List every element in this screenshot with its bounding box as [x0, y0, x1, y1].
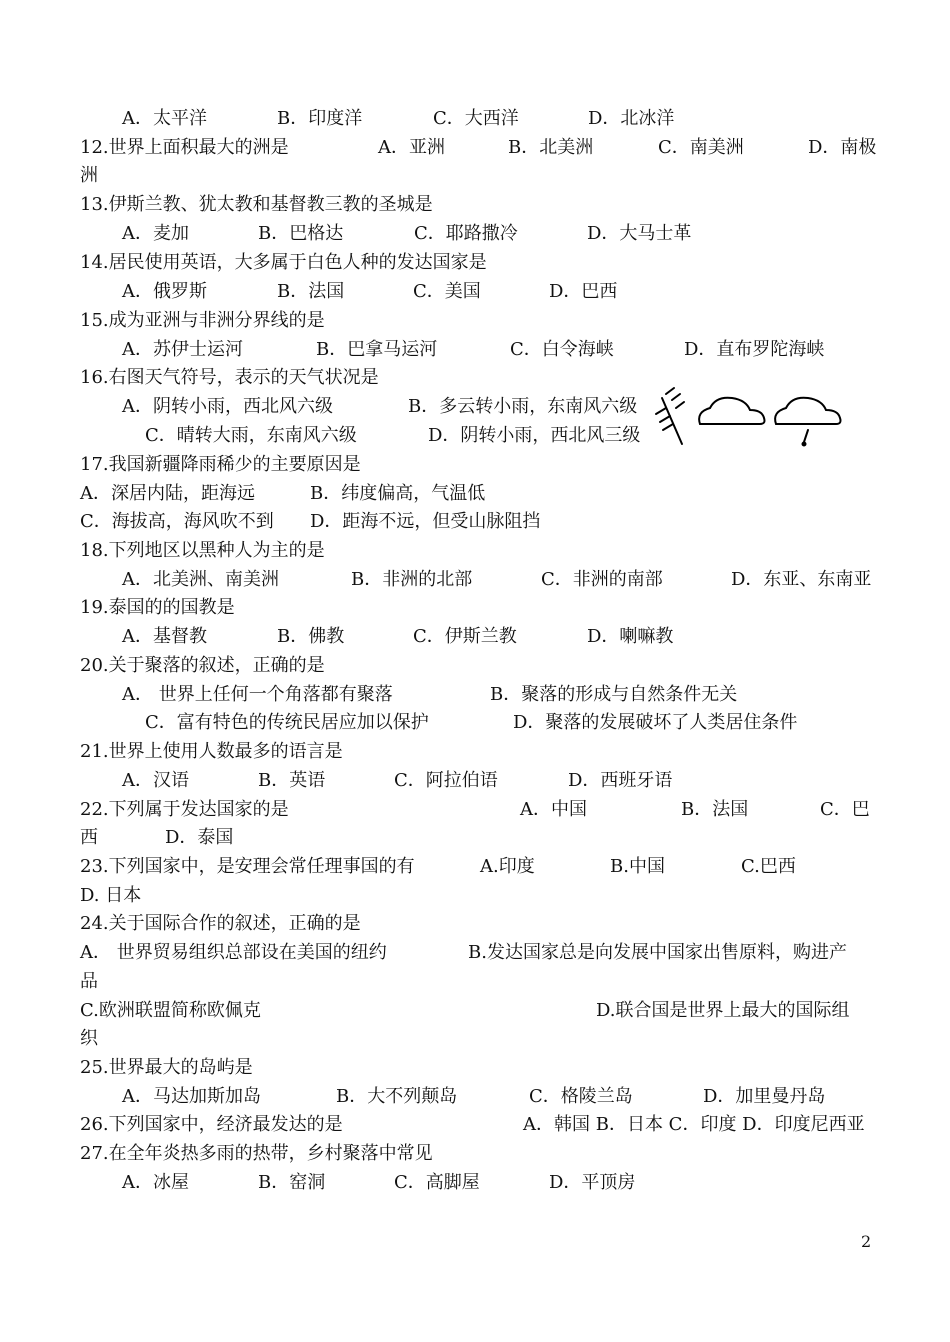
q16-stem: 16.右图天气符号，表示的天气状况是	[80, 367, 379, 388]
q18-option-c: C．非洲的南部	[541, 569, 663, 590]
q25-option-c: C．格陵兰岛	[529, 1086, 633, 1107]
q12-stem: 12.世界上面积最大的洲是	[80, 137, 289, 158]
wind-barb-icon	[656, 388, 684, 444]
q18-option-b: B．非洲的北部	[351, 569, 473, 590]
q21-stem: 21.世界上使用人数最多的语言是	[80, 741, 343, 762]
cloud-icon	[699, 398, 764, 424]
q25-option-a: A．马达加斯加岛	[122, 1086, 261, 1107]
q23-option-a: A.印度	[480, 856, 535, 877]
q21-option-c: C．阿拉伯语	[394, 770, 498, 791]
q13-option-b: B．巴格达	[258, 223, 344, 244]
q22-wrap: 西	[80, 827, 98, 848]
q14-option-b: B．法国	[277, 281, 345, 302]
q17-stem: 17.我国新疆降雨稀少的主要原因是	[80, 454, 361, 475]
q20-option-b: B．聚落的形成与自然条件无关	[490, 684, 738, 705]
q18-stem: 18.下列地区以黑种人为主的是	[80, 540, 325, 561]
q23-option-d: D. 日本	[80, 885, 142, 906]
q15-stem: 15.成为亚洲与非洲分界线的是	[80, 310, 325, 331]
q22-stem: 22.下列属于发达国家的是	[80, 799, 289, 820]
q25-option-b: B．大不列颠岛	[336, 1086, 458, 1107]
q11-option-b: B．印度洋	[277, 108, 363, 129]
q11-option-d: D．北冰洋	[588, 108, 675, 129]
q24-option-b-wrap: 品	[80, 971, 98, 992]
q11-option-a: A．太平洋	[122, 108, 207, 129]
q25-stem: 25.世界最大的岛屿是	[80, 1057, 253, 1078]
q27-option-d: D．平顶房	[549, 1172, 636, 1193]
q15-option-d: D．直布罗陀海峡	[684, 339, 825, 360]
q19-stem: 19.泰国的的国教是	[80, 597, 235, 618]
q22-option-d: D．泰国	[165, 827, 234, 848]
q27-option-a: A．冰屋	[122, 1172, 189, 1193]
q20-option-a: A． 世界上任何一个角落都有聚落	[122, 684, 393, 705]
q15-option-b: B．巴拿马运河	[316, 339, 438, 360]
q16-option-d: D．阴转小雨，西北风三级	[428, 425, 641, 446]
page-number: 2	[861, 1232, 872, 1251]
q16-option-c: C．晴转大雨，东南风六级	[145, 425, 357, 446]
cloud-light-rain-icon	[775, 398, 840, 446]
q23-option-b: B.中国	[610, 856, 665, 877]
q12-option-d: D．南极	[808, 137, 877, 158]
q14-option-d: D．巴西	[549, 281, 618, 302]
q18-option-a: A．北美洲、南美洲	[122, 569, 279, 590]
q27-stem: 27.在全年炎热多雨的热带，乡村聚落中常见	[80, 1143, 433, 1164]
q21-option-b: B．英语	[258, 770, 326, 791]
q23-option-c: C.巴西	[741, 856, 796, 877]
q26-stem: 26.下列国家中，经济最发达的是	[80, 1114, 343, 1135]
q17-option-a: A．深居内陆，距海远	[80, 483, 255, 504]
q20-option-c: C．富有特色的传统民居应加以保护	[145, 712, 429, 733]
q19-option-b: B．佛教	[277, 626, 345, 647]
q24-option-b: B.发达国家总是向发展中国家出售原料，购进产	[468, 942, 847, 963]
q14-stem: 14.居民使用英语，大多属于白色人种的发达国家是	[80, 252, 487, 273]
q24-option-c: C.欧洲联盟简称欧佩克	[80, 1000, 261, 1021]
q13-stem: 13.伊斯兰教、犹太教和基督教三教的圣城是	[80, 194, 433, 215]
q24-option-d: D.联合国是世界上最大的国际组	[596, 1000, 850, 1021]
q19-option-d: D．喇嘛教	[587, 626, 674, 647]
q12-wrap: 洲	[80, 165, 98, 186]
q19-option-c: C．伊斯兰教	[413, 626, 517, 647]
q24-option-d-wrap: 织	[80, 1028, 98, 1049]
q15-option-c: C．白令海峡	[510, 339, 614, 360]
q25-option-d: D．加里曼丹岛	[703, 1086, 826, 1107]
q21-option-a: A．汉语	[122, 770, 189, 791]
q22-option-c: C．巴	[820, 799, 870, 820]
q27-option-c: C．高脚屋	[394, 1172, 480, 1193]
q13-option-d: D．大马士革	[587, 223, 692, 244]
q18-option-d: D．东亚、东南亚	[731, 569, 872, 590]
q16-option-b: B．多云转小雨，东南风六级	[408, 396, 638, 417]
q19-option-a: A．基督教	[122, 626, 207, 647]
q12-option-c: C．南美洲	[658, 137, 744, 158]
q11-option-c: C．大西洋	[433, 108, 519, 129]
q26-options: A．韩国 B．日本 C．印度 D．印度尼西亚	[523, 1114, 865, 1135]
q20-option-d: D．聚落的发展破坏了人类居住条件	[513, 712, 798, 733]
q14-option-c: C．美国	[413, 281, 481, 302]
q20-stem: 20.关于聚落的叙述，正确的是	[80, 655, 325, 676]
q13-option-a: A．麦加	[122, 223, 189, 244]
q12-option-b: B．北美洲	[508, 137, 594, 158]
q22-option-a: A．中国	[520, 799, 587, 820]
q24-stem: 24.关于国际合作的叙述，正确的是	[80, 913, 361, 934]
q12-option-a: A．亚洲	[378, 137, 445, 158]
q22-option-b: B．法国	[681, 799, 749, 820]
q27-option-b: B．窑洞	[258, 1172, 326, 1193]
q17-option-d: D．距海不远，但受山脉阻挡	[310, 511, 541, 532]
q17-option-b: B．纬度偏高，气温低	[310, 483, 486, 504]
q23-stem: 23.下列国家中，是安理会常任理事国的有	[80, 856, 415, 877]
q17-option-c: C．海拔高，海风吹不到	[80, 511, 274, 532]
q16-option-a: A．阴转小雨，西北风六级	[122, 396, 333, 417]
weather-symbol-figure	[652, 384, 848, 450]
q24-option-a: A． 世界贸易组织总部设在美国的纽约	[80, 942, 387, 963]
q13-option-c: C．耶路撒冷	[414, 223, 518, 244]
q21-option-d: D．西班牙语	[568, 770, 673, 791]
q15-option-a: A．苏伊士运河	[122, 339, 243, 360]
q14-option-a: A．俄罗斯	[122, 281, 207, 302]
